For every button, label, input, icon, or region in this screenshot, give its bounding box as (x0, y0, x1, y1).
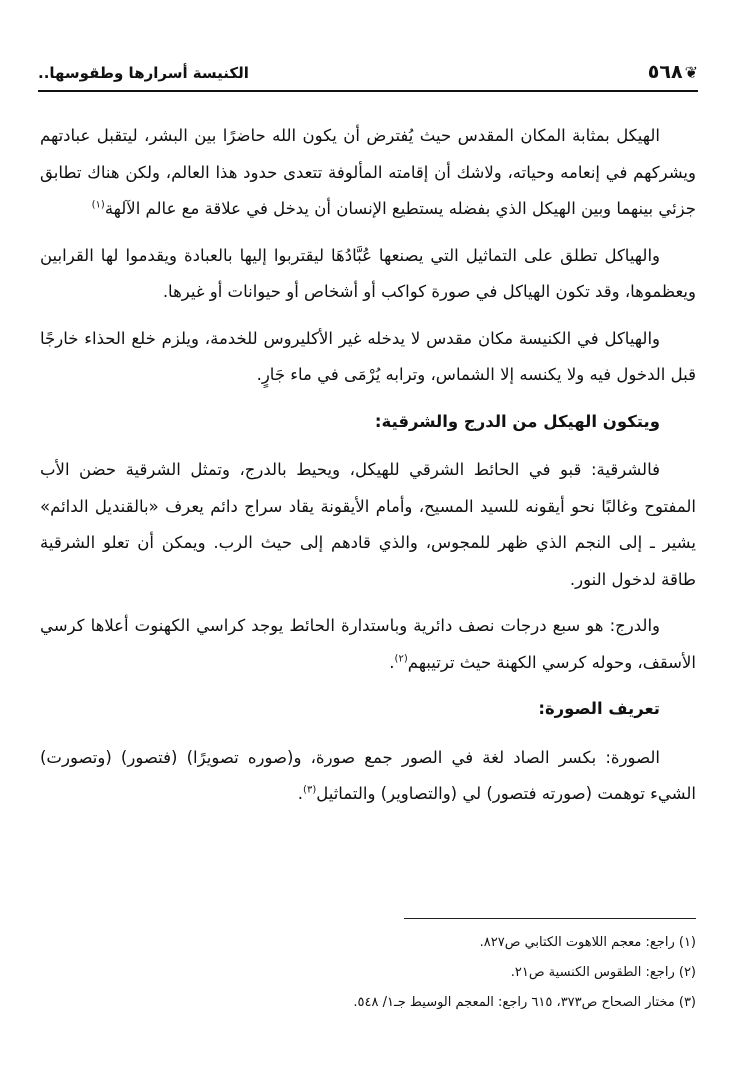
footnotes (40, 928, 696, 1018)
footnote-marker: (١) (91, 199, 105, 211)
footnote: (٢) راجع: الطقوس الكنسية ص٢١. (510, 965, 696, 980)
paragraph: والهياكل في الكنيسة مكان مقدس لا يدخله غير الأكليروس للخدمة، ويلزم خلع الحذاء خارجًا قبل الدخول فيه ولا يكنسه إلا الشماس، وترابه يُرْمَى في ماء جَارٍ. (40, 328, 696, 384)
section-heading: تعريف الصورة: (538, 699, 660, 718)
header-divider (38, 90, 698, 92)
paragraph-text: الصورة: بكسر الصاد لغة في الصور جمع صورة، و(صوره تصويرًا) (فتصور) (وتصورت) الشيء توهمت (صورته فتصور) لي (والتصاوير) والتماثيل (40, 747, 696, 803)
paragraph-end: . (297, 784, 304, 803)
paragraph (40, 118, 696, 228)
footnote-marker: (٣) (303, 784, 317, 796)
ornament-icon: ❦ (684, 63, 698, 82)
page-number (648, 58, 698, 87)
section-heading: ويتكون الهيكل من الدرج والشرقية: (374, 411, 660, 431)
main-text (40, 118, 696, 823)
footnote-divider (404, 918, 696, 919)
paragraph (40, 740, 696, 813)
paragraph-text: الهيكل بمثابة المكان المقدس حيث يُفترض أن يكون الله حاضرًا بين البشر، ليتقبل عبادتهم ويشركهم في إنعامه وحياته، ولاشك أن إقامته المألوفة تتعدى حدود هذا العالم، ولكن هناك تطابق جزئي بينهما وبين الهيكل الذي بفضله يستطيع الإنسان أن يدخل في علاقة مع عالم الآلهة (40, 126, 696, 218)
page-number-value: ٥٦٨ (647, 61, 683, 83)
paragraph (40, 608, 696, 681)
paragraph: والهياكل تطلق على التماثيل التي يصنعها عُبَّادُهَا ليقتربوا إليها بالعبادة ويقدموا لها القرابين ويعظموها، وقد تكون الهياكل في صورة كواكب أو أشخاص أو حيوانات أو غيرها. (40, 245, 696, 301)
footnote: (١) راجع: معجم اللاهوت الكتابي ص٨٢٧. (479, 935, 696, 950)
footnote: (٣) مختار الصحاح ص٣٧٣، ٦١٥ راجع: المعجم الوسيط جـ١/ ٥٤٨. (353, 995, 696, 1010)
paragraph-end: . (389, 652, 395, 672)
paragraph-text: والدرج: هو سبع درجات نصف دائرية وباستدارة الحائط يوجد كراسي الكهنوت أعلاها كرسي الأسقف، وحوله كرسي الكهنة حيث ترتيبهم (40, 616, 696, 672)
footnote-marker: (٢) (394, 653, 408, 664)
paragraph: فالشرقية: قبو في الحائط الشرقي للهيكل، ويحيط بالدرج، وتمثل الشرقية حضن الأب المفتوح وغالبًا نحو أيقونه للسيد المسيح، وأمام الأيقونة يقاد سراج دائم يعرف «بالقنديل الدائم» يشير ـ إلى النجم الذي ظهر للمجوس، والذي قادهم إلى حيث الرب. ويمكن أن تعلو الشرقية طاقة لدخول النور. (40, 460, 696, 589)
page-header (38, 58, 698, 90)
running-title: الكنيسة أسرارها وطقوسها.. (38, 64, 249, 82)
